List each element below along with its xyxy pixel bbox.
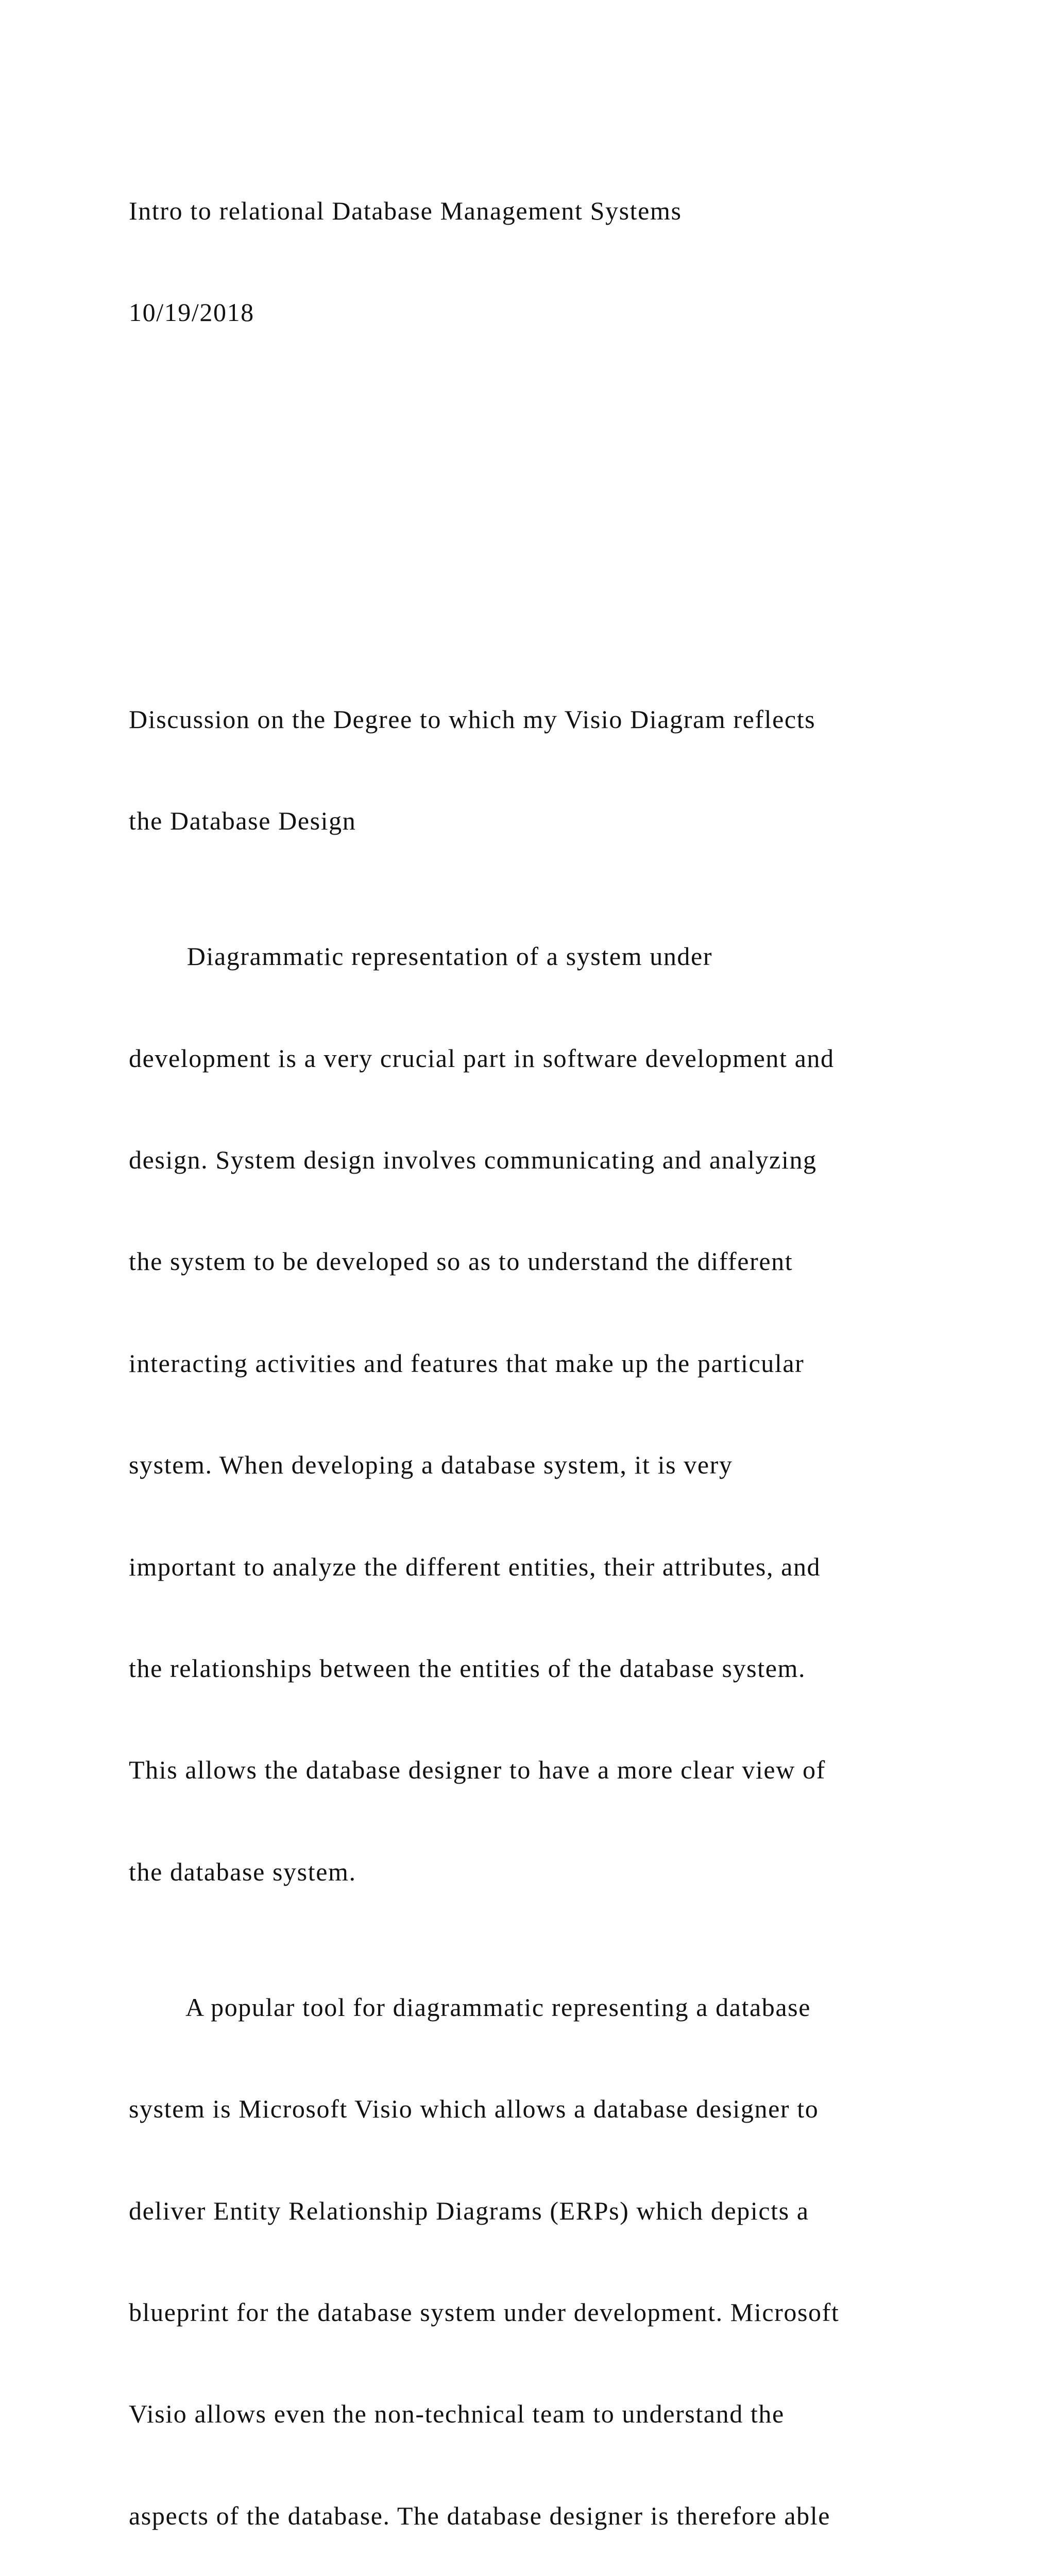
paragraph-line: interacting activities and features that make up the particular [129, 1348, 805, 1378]
paragraph-line: deliver Entity Relationship Diagrams (ERPs) which depicts a [129, 2196, 809, 2225]
document-header [129, 126, 974, 397]
paragraph-line: development is a very crucial part in software development and [129, 1043, 835, 1073]
paragraph-line: design. System design involves communicating and analyzing [129, 1145, 817, 1174]
paragraph-line: aspects of the database. The database designer is therefore able [129, 2501, 831, 2530]
paragraph-line: the relationships between the entities of the database system. [129, 1653, 806, 1683]
document-title: Intro to relational Database Management Systems [129, 196, 682, 225]
paragraph-line: important to analyze the different entities, their attributes, and [129, 1552, 821, 1581]
paragraph-line: the database system. [129, 1857, 356, 1886]
paragraph-line: This allows the database designer to have a more clear view of [129, 1755, 826, 1785]
discussion-section [129, 635, 974, 2576]
section-heading-line: Discussion on the Degree to which my Visio Diagram reflects [129, 704, 816, 734]
paragraph-line: A popular tool for diagrammatic representing a database [129, 1992, 811, 2022]
paragraph-line: blueprint for the database system under development. Microsoft [129, 2298, 840, 2327]
paragraph-line: system. When developing a database system, it is very [129, 1450, 733, 1480]
section-heading-line: the Database Design [129, 806, 356, 835]
paragraph-line: Diagrammatic representation of a system under [129, 942, 713, 971]
paragraph-line: Visio allows even the non-technical team to understand the [129, 2399, 785, 2429]
paragraph-line: the system to be developed so as to understand the different [129, 1247, 793, 1276]
paragraph-line: system is Microsoft Visio which allows a database designer to [129, 2094, 819, 2124]
document-date: 10/19/2018 [129, 297, 254, 327]
